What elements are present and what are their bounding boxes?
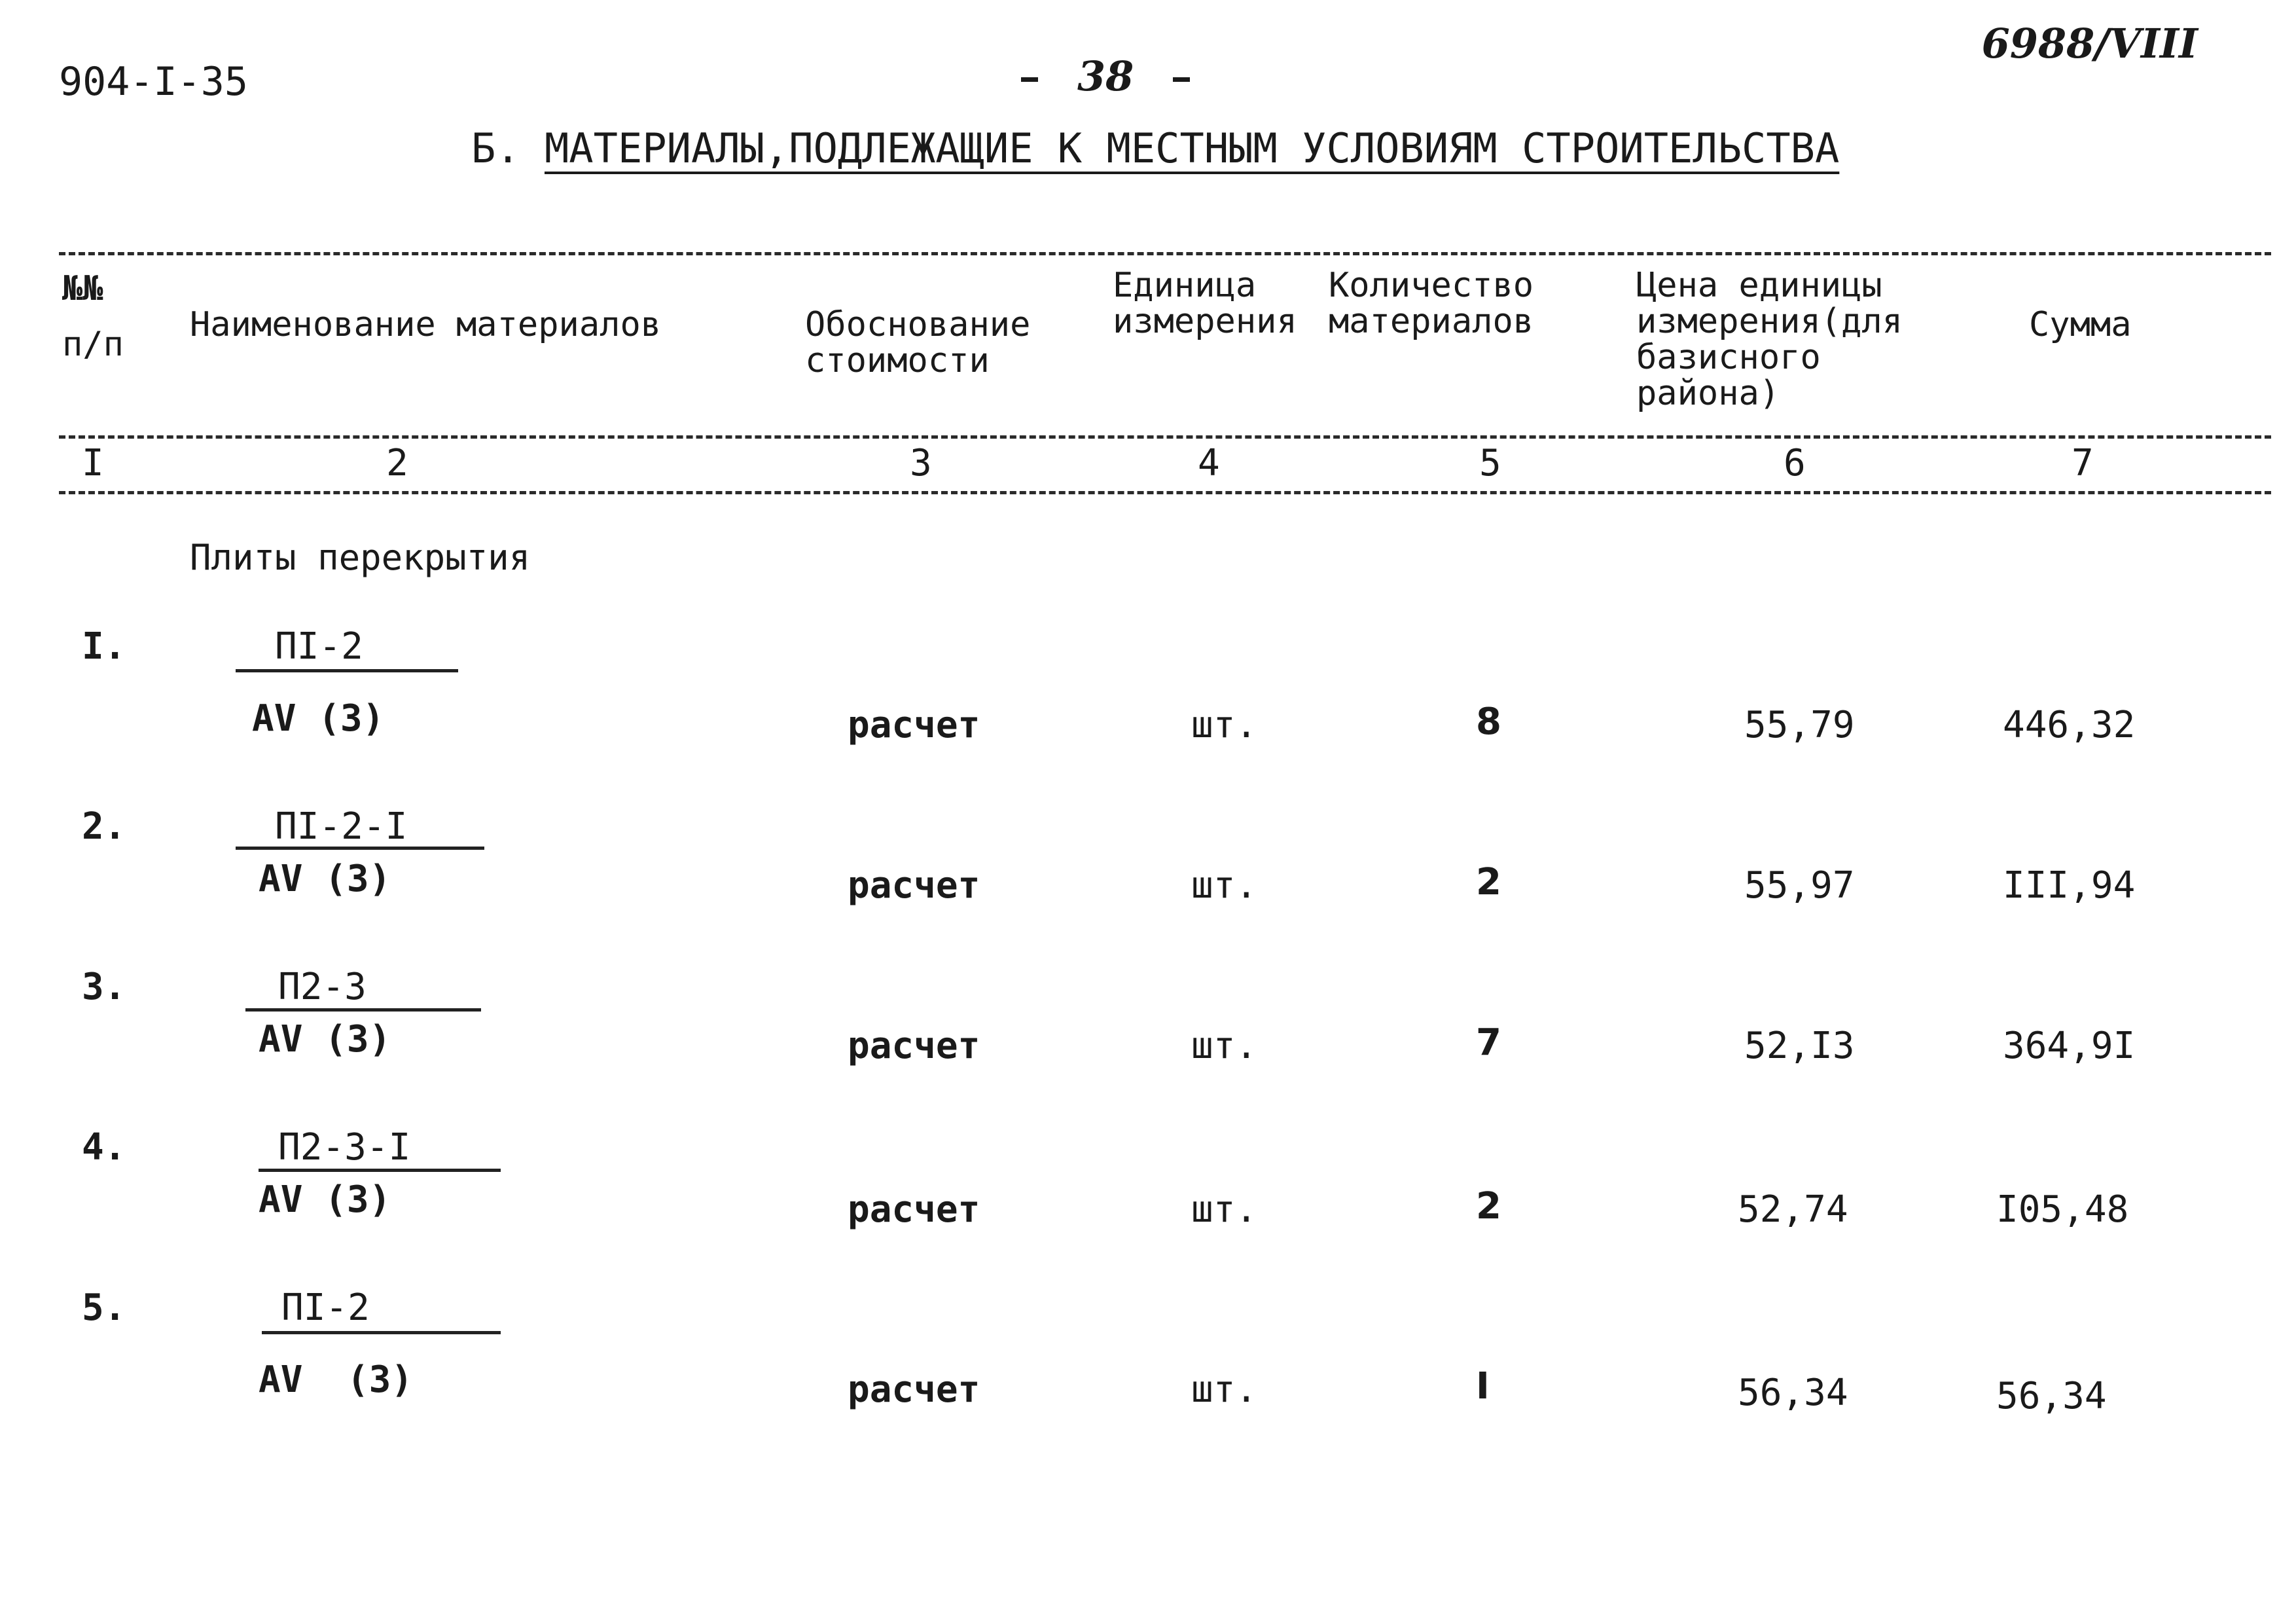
col-header-3-line-1: Обоснование — [805, 305, 1031, 344]
dash-right — [1173, 77, 1190, 82]
col-number-3: 3 — [910, 442, 932, 484]
table-top-rule — [59, 252, 2271, 255]
row-1-price: 55,79 — [1744, 704, 1855, 746]
page-number — [982, 52, 1229, 100]
row-1-number: I. — [82, 625, 126, 668]
col-header-2: Наименование материалов — [190, 305, 662, 344]
row-3-unit: шт. — [1191, 1025, 1258, 1067]
section-title — [471, 124, 1839, 172]
col-number-7: 7 — [2072, 442, 2094, 484]
col-number-4: 4 — [1198, 442, 1220, 484]
row-1-basis: расчет — [848, 704, 980, 746]
col-header-6-line-3: базисного — [1636, 338, 1821, 377]
section-title-text: МАТЕРИАЛЫ,ПОДЛЕЖАЩИЕ К МЕСТНЫМ УСЛОВИЯМ СТРОИТЕЛЬСТВА — [544, 124, 1840, 172]
col-header-6-line-2: измерения(для — [1636, 302, 1903, 341]
row-5-fraction-line — [262, 1331, 501, 1334]
row-2-price: 55,97 — [1744, 864, 1855, 907]
row-4-fraction-line — [259, 1169, 501, 1172]
row-1-unit: шт. — [1191, 704, 1258, 746]
row-3-basis: расчет — [848, 1025, 980, 1067]
col-header-4-line-1: Единица — [1113, 266, 1257, 305]
row-3-number: 3. — [82, 966, 126, 1008]
col-header-5-line-2: материалов — [1329, 302, 1534, 341]
document-code: 904-I-35 — [59, 59, 248, 105]
row-1-mark: ПI-2 — [275, 625, 363, 668]
group-title: Плиты перекрытия — [190, 537, 531, 578]
col-number-1: I — [82, 442, 104, 484]
row-3-quantity: 7 — [1476, 1021, 1501, 1064]
row-3-subtitle: AV (3) — [259, 1018, 391, 1061]
row-4-quantity: 2 — [1476, 1185, 1501, 1228]
row-5-quantity: I — [1476, 1365, 1490, 1408]
row-4-number: 4. — [82, 1126, 126, 1169]
col-header-7: Сумма — [2029, 305, 2132, 344]
row-1-fraction-line — [236, 669, 458, 672]
col-header-3-line-2: стоимости — [805, 341, 990, 380]
row-2-unit: шт. — [1191, 864, 1258, 907]
col-header-4-line-2: измерения — [1113, 302, 1297, 341]
col-header-1-line-1: №№ — [62, 269, 103, 308]
row-2-subtitle: AV (3) — [259, 858, 391, 900]
row-2-sum: III,94 — [2003, 864, 2136, 907]
page-number-value: 38 — [1077, 52, 1134, 100]
row-5-mark: ПI-2 — [281, 1286, 370, 1329]
column-numbers-rule — [59, 491, 2271, 494]
row-2-basis: расчет — [848, 864, 980, 907]
row-3-fraction-line — [245, 1008, 481, 1012]
row-5-subtitle: AV (3) — [259, 1359, 414, 1401]
col-number-2: 2 — [386, 442, 408, 484]
row-3-price: 52,I3 — [1744, 1025, 1855, 1067]
section-prefix: Б. — [471, 124, 520, 172]
row-2-mark: ПI-2-I — [275, 805, 408, 848]
col-header-5-line-1: Количество — [1329, 266, 1534, 305]
row-1-quantity: 8 — [1476, 701, 1501, 743]
col-header-1-line-2: п/п — [62, 325, 124, 364]
row-2-fraction-line — [236, 847, 484, 850]
col-header-6-line-1: Цена единицы — [1636, 266, 1882, 305]
row-5-sum: 56,34 — [1996, 1375, 2107, 1417]
row-1-subtitle: AV (3) — [252, 697, 385, 740]
row-2-number: 2. — [82, 805, 126, 848]
dash-left — [1021, 77, 1038, 82]
row-4-subtitle: AV (3) — [259, 1178, 391, 1221]
col-number-5: 5 — [1479, 442, 1501, 484]
row-1-sum: 446,32 — [2003, 704, 2136, 746]
row-4-mark: П2-3-I — [278, 1126, 411, 1169]
row-5-unit: шт. — [1191, 1368, 1258, 1411]
row-3-sum: 364,9I — [2003, 1025, 2136, 1067]
row-5-price: 56,34 — [1738, 1372, 1848, 1414]
row-5-basis: расчет — [848, 1368, 980, 1411]
col-header-6-line-4: района) — [1636, 374, 1780, 413]
row-3-mark: П2-3 — [278, 966, 367, 1008]
row-5-number: 5. — [82, 1286, 126, 1329]
row-4-basis: расчет — [848, 1188, 980, 1231]
row-2-quantity: 2 — [1476, 861, 1501, 903]
row-4-sum: I05,48 — [1996, 1188, 2129, 1231]
col-number-6: 6 — [1784, 442, 1806, 484]
row-4-price: 52,74 — [1738, 1188, 1848, 1231]
header-bottom-rule — [59, 435, 2271, 439]
row-4-unit: шт. — [1191, 1188, 1258, 1231]
archive-number: 6988/VIII — [1981, 20, 2198, 67]
